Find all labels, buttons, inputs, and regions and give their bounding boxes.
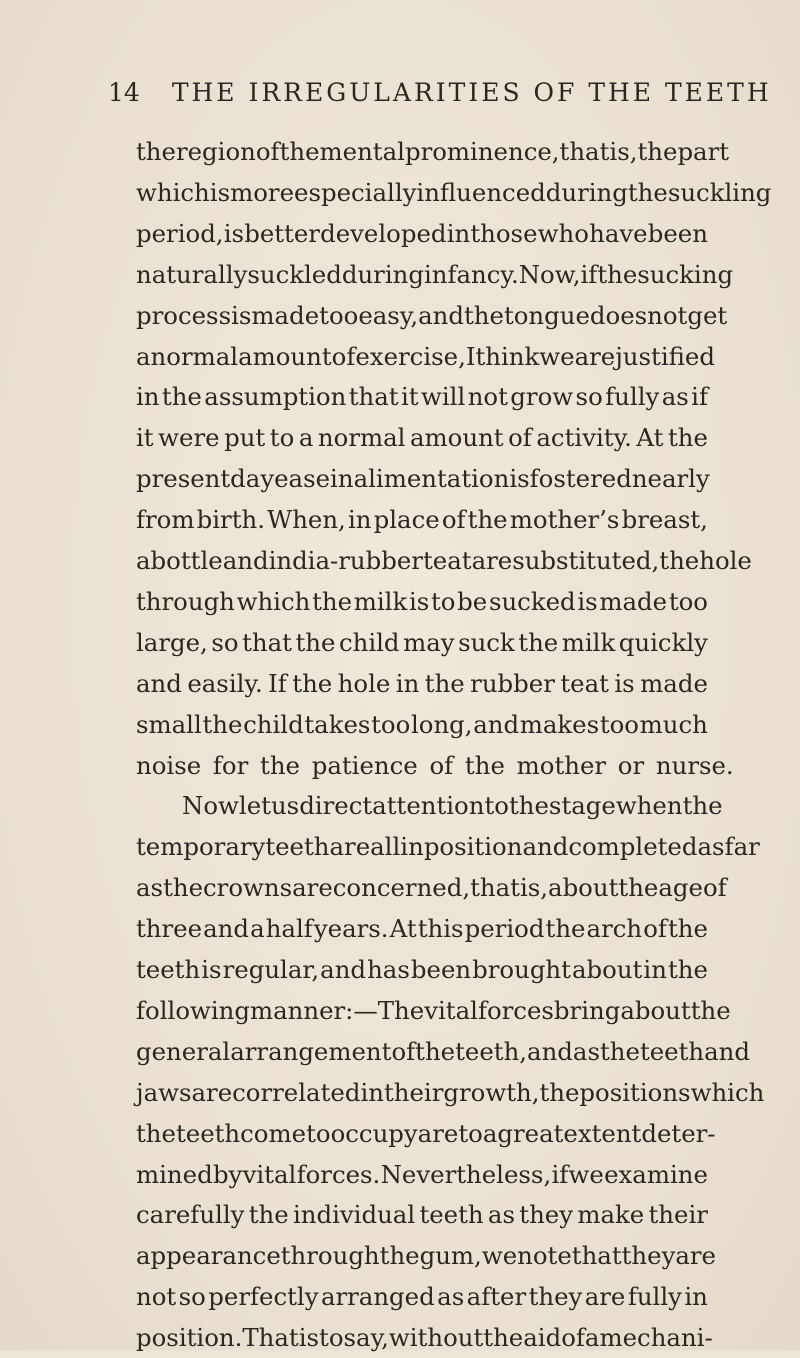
text-line: the teeth come to occupy are to a great extent deter- [136,1118,716,1148]
text-line: not so perfectly arranged as after they are fully in [136,1282,708,1312]
text-line: process is made too easy, and the tongue does not get [136,300,728,330]
running-title: THE IRREGULARITIES OF THE TEETH [171,78,772,107]
text-line: jaws are correlated in their growth, the positions which [136,1077,765,1107]
text-line: mined by vital forces. Nevertheless, if we examine [136,1159,708,1189]
text-line: teeth is regular, and has been brought about in the [136,955,708,984]
text-line: position. That is to say, without the aid of a mechani- [136,1323,713,1353]
text-line: a normal amount of exercise, I think we are justified [136,341,715,371]
text-line: through which the milk is to be sucked is made too [136,586,708,616]
text-line: period, is better developed in those who have been [136,218,708,248]
text-line: in the assumption that it will not grow so fully as if [136,382,708,412]
text-line: small the child takes too long, and makes too much [136,709,708,739]
text-line: and easily. If the hole in the rubber teat is made [136,668,708,698]
text-line: as the crowns are concerned, that is, about the age of [136,873,727,903]
text-line: temporary teeth are all in position and completed as far [136,832,760,862]
text-line: large, so that the child may suck the milk quickly [136,627,708,657]
text-line: three and a half years. At this period the arch of the [136,914,708,944]
text-line: naturally suckled during infancy. Now, if the sucking [136,259,734,289]
text-line: a bottle and india-rubber teat are substituted, the hole [136,546,752,575]
text-line: present day ease in alimentation is fostered nearly [136,464,710,494]
text-line: which is more especially influenced during the suckling [136,177,772,207]
text-line: it were put to a normal amount of activity. At the [136,423,708,453]
text-line: the region of the mental prominence, that is, the part [136,137,730,166]
page-number: 14 [108,78,140,107]
text-line: following manner:—The vital forces bring about the [136,995,731,1025]
text-line: carefully the individual teeth as they make their [136,1200,708,1230]
text-line: appearance through the gum, we note that they are [136,1241,716,1271]
text-line: from birth. When, in place of the mother’s breast, [136,505,708,535]
page-header [108,78,772,122]
text-line: Now let us direct attention to the stage when the [182,791,723,821]
text-line: general arrangement of the teeth, and as the teeth and [136,1036,750,1066]
text-line: noise for the patience of the mother or nurse. [136,750,734,780]
